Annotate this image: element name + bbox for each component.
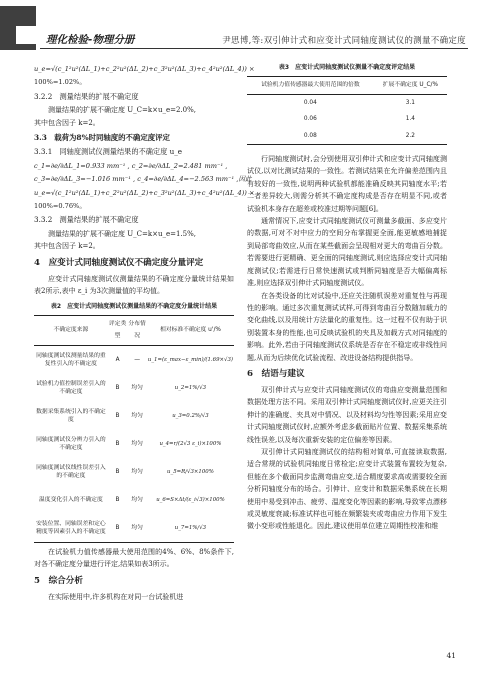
running-title: 尹思博,等:双引伸计式和应变计式同轴度测试仪的测量不确定度 xyxy=(222,36,466,46)
table-2-header: 分布情况 xyxy=(127,315,147,345)
paragraph-after-table-2: 在试验机力值传感器最大使用范围的4%、6%、8%条件下,对各不确定度分量进行评定,结果如表3所示。 xyxy=(34,547,234,569)
table-3 xyxy=(247,76,447,145)
journal-logo-icon xyxy=(0,6,36,50)
paragraph-r2: 通常情况下,应变计式同轴度测试仪可测量多截面、多应变片的数据,可对不对中应力的空间分布掌握更全面,能更敏感地捕捉到局部弯曲效应,从而在某些截面会呈现相对更大的弯曲百分数。若需要进行更精确、更全面的同轴度测试,则应选择应变计式同轴度测试仪;若需进行日常快速测试或判断同轴度是否大幅偏离标准,则应选择双引伸计式同轴度测试仪。 xyxy=(247,217,447,288)
section-5-title: 5 综合分析 xyxy=(34,575,83,586)
table-row: 安装位置、同轴误差和定心精度等因素引入的不确定度 B 均匀 u_7=1%/√3 xyxy=(34,514,234,543)
equation-ue: u_e=√(c_1²u²(ΔL_1)+c_2²u²(ΔL_2)+c_3²u²(ΔL_3)+c_4²u²(ΔL_4)) × xyxy=(34,188,255,197)
table-2 xyxy=(34,315,234,543)
table-row: 同轴度测试仪分辨力引入的不确定度 B 均匀 u_4=r/(2√3 ε_i)×100% xyxy=(36,436,222,451)
paragraph-3-3-2-a: 测量结果的扩展不确定度 U_C=k×u_e=1.5%, xyxy=(48,229,196,238)
paragraph-3-2-2-a: 测量结果的扩展不确定度 U_C=k×u_e=2.0%, xyxy=(48,106,196,115)
table-row: 试验机力值控制误差引入的不确定度 B 均匀 u_2=1%/√3 xyxy=(36,380,207,395)
page-number: 41 xyxy=(446,651,456,660)
left-column xyxy=(34,62,255,603)
equation-c3-c4: c_3=∂e/∂ΔL_3=−1.016 mm⁻¹ , c_4=∂e/∂ΔL_4=−2.563 mm⁻¹ ,因此 xyxy=(34,175,252,184)
equation-ue-top-result: 100%=1.02%。 xyxy=(34,78,86,87)
journal-brand: 理化检验-物理分册 xyxy=(46,34,135,46)
paragraph-r4: 双引伸计式与应变计式同轴度测试仪的弯曲应变测量范围和数据处理方法不同。采用双引伸计式同轴度测试仪时,应更关注引伸计的准确度、夹具对中情况、以及材料均匀性等因素;采用应变计式同轴度测试仪时,应额外考虑多截面贴片位置、数据采集系统线性误差,以及每次重新安装的定位偏差等因素。 xyxy=(247,385,447,444)
section-3-2-2-title: 3.2.2 测量结果的扩展不确定度 xyxy=(34,91,139,101)
paragraph-r3: 在各类设备的比对试验中,还应关注随机误差对重复性与再现性的影响。通过多次重复测试试样,可得到弯曲百分数随加载力的变化曲线,以及用统计方法量化的重复性。这一过程不仅有助于识别装置本身的性能,也可反映试验机的夹具及加载方式对同轴度的影响。此外,若由于同轴度测试仪系统是否存在不稳定或非线性问题,从而为后续优化试验流程、改进设备结构提供指导。 xyxy=(247,291,447,362)
equation-ue-result: 100%=0.76%。 xyxy=(34,202,86,211)
equation-c1-c2: c_1=∂e/∂ΔL_1=0.933 mm⁻¹ , c_2=∂e/∂ΔL_2=2.481 mm⁻¹ , xyxy=(34,161,228,170)
right-column xyxy=(247,62,447,533)
page-header xyxy=(0,0,480,56)
paragraph-3-3-2-b: 其中包含因子 k=2。 xyxy=(34,242,100,251)
table-row: 同轴度测试仪线性误差引入的不确定度 B 均匀 u_5=R/√3×100% xyxy=(36,464,214,479)
table-row: 数据采集系统引入的不确定度 B 均匀 u_3=0.2%/√3 xyxy=(36,408,209,423)
table-3-header: 扩展不确定度 U_C/% xyxy=(382,82,438,89)
paragraph-r1: 行同轴度测试时,会分别使用双引伸计式和应变计式同轴度测试仪,以对比测试结果的一致性。若测试结果在允许偏差范围内且有较好的一致性,说明两种试验机都能准确反映其同轴度水平;若二者差异较大,则需分析其不确定度构成是否存在明显不同,或者试验机本身存在超差或校准过期等问题[6]。 xyxy=(247,155,447,213)
table-row: 0.06 1.4 xyxy=(303,116,415,123)
equation-ue-top: u_e=√(c_1²u²(ΔL_1)+c_2²u²(ΔL_2)+c_3²u²(ΔL_3)+c_4²u²(ΔL_4)) × xyxy=(34,65,255,73)
section-6-title: 6 结语与建议 xyxy=(247,368,305,379)
paragraph-5: 在实际使用中,许多机构在对同一台试验机进 xyxy=(48,592,184,601)
section-3-3-1-title: 3.3.1 同轴度测试仪测量结果的不确定度 u_e xyxy=(34,147,183,157)
table-2-header: 不确定度来源 xyxy=(34,315,108,345)
section-4-title: 4 应变计式同轴度测试仪不确定度分量评定 xyxy=(34,257,204,268)
table-row: 0.08 2.2 xyxy=(247,128,447,145)
table-3-header: 试验机力值传感器最大使用范围的倍数 xyxy=(261,82,360,89)
table-row: 同轴度测试仪测量结果的重复性引入的不确定度 A — u_1=(ε_max−ε_min)/(1.69×√3) xyxy=(36,352,233,367)
table-2-caption: 表2 应变计式同轴度测试仪测量结果的不确定度分量统计结果 xyxy=(50,302,218,310)
table-2-header: 相对标准不确定度 u'/% xyxy=(147,315,234,345)
table-row: 0.04 3.1 xyxy=(303,99,415,106)
table-3-caption: 表3 应变计式同轴度测试仪测量不确定度评定结果 xyxy=(278,64,416,71)
paragraph-r5: 双引伸计式同轴度测试仪的结构相对简单,可直接读取数据,适合常规的试验机同轴度日常检定;应变计式装置布置较为复杂,但能在多个截面同步监测弯曲应变,适合精度要求高或需要较全面分析同轴度分布的场合。引伸计、应变计和数据采集系统在长期使用中易受到冲击、疲劳、温度变化等因素的影响,导致零点漂移或灵敏度衰减;标准试样也可能在频繁装夹或弯曲应力作用下发生微小变形或性能退化。因此,建议使用单位建立周期性校准和维 xyxy=(247,447,447,531)
section-3-3-2-title: 3.3.2 测量结果的扩展不确定度 xyxy=(34,215,139,225)
table-row: 温度变化引入的不确定度 B 均匀 u_6=S×Δt/(ε_i√3)×100% xyxy=(38,496,225,503)
header-rule xyxy=(40,48,468,49)
table-2-header: 评定类型 xyxy=(108,315,128,345)
paragraph-4: 应变计式同轴度测试仪测量结果的不确定度分量统计结果如表2所示,表中 ε_i 为3次测量值的平均值。 xyxy=(34,274,234,296)
paragraph-3-2-2-b: 其中包含因子 k=2。 xyxy=(34,118,100,127)
section-3-3-title: 3.3 载荷为8%时同轴度的不确定度评定 xyxy=(34,133,170,143)
